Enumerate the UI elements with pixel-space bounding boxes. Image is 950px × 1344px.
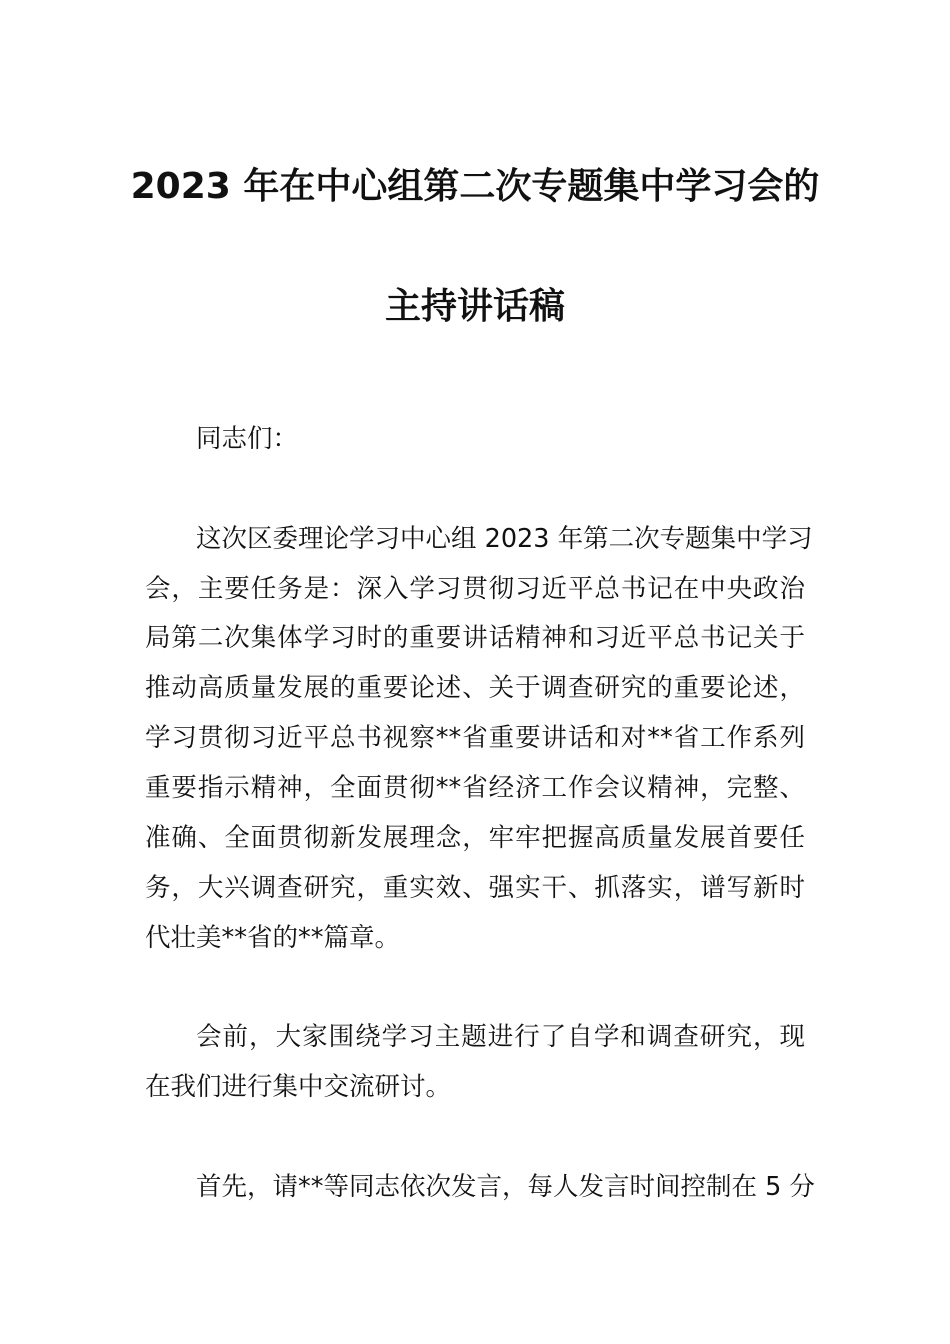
- paragraph-1-line: 局第二次集体学习时的重要讲话精神和习近平总书记关于: [145, 623, 805, 653]
- paragraph-1-line: 会，主要任务是：深入学习贯彻习近平总书记在中央政治: [145, 574, 805, 604]
- paragraph-1-line: 这次区委理论学习中心组 2023 年第二次专题集中学习: [196, 524, 813, 554]
- paragraph-2-line: 会前，大家围绕学习主题进行了自学和调查研究，现: [196, 1022, 805, 1052]
- paragraph-3-line: 首先，请**等同志依次发言，每人发言时间控制在 5 分: [196, 1172, 815, 1202]
- paragraph-2-line: 在我们进行集中交流研讨。: [145, 1072, 452, 1102]
- paragraph-1-line: 重要指示精神，全面贯彻**省经济工作会议精神，完整、: [145, 773, 805, 803]
- paragraph-1-line: 务，大兴调查研究，重实效、强实干、抓落实，谱写新时: [145, 873, 805, 903]
- paragraph-1-line: 代壮美**省的**篇章。: [145, 923, 401, 953]
- paragraph-1-line: 学习贯彻习近平总书视察**省重要讲话和对**省工作系列: [145, 723, 805, 753]
- paragraph-1-line: 推动高质量发展的重要论述、关于调查研究的重要论述，: [145, 673, 805, 703]
- document-title-line-2: 主持讲话稿: [384, 286, 565, 327]
- document-title-line-1: 2023 年在中心组第二次专题集中学习会的: [130, 166, 820, 207]
- paragraph-1-line: 准确、全面贯彻新发展理念，牢牢把握高质量发展首要任: [145, 823, 805, 853]
- salutation: 同志们：: [196, 424, 299, 454]
